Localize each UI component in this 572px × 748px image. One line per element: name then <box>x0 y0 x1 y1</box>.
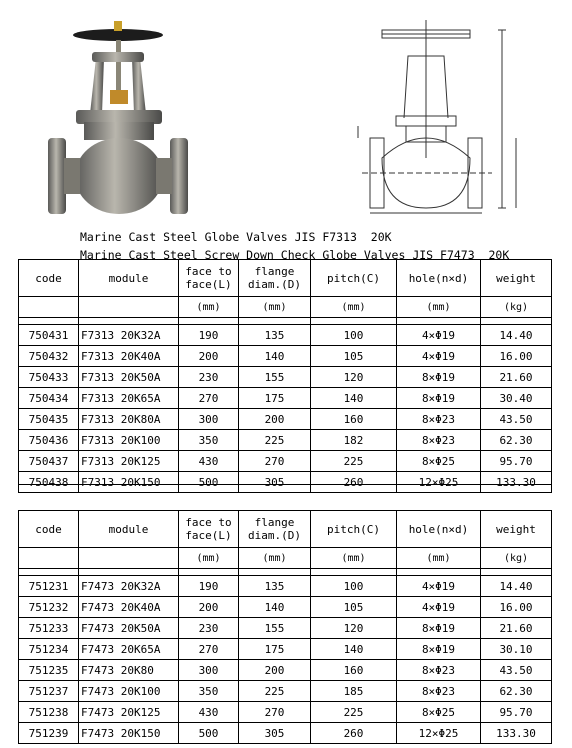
header-face-line2: face(L) <box>185 278 232 291</box>
cell-module: F7473 20K40A <box>79 597 179 618</box>
cell-pitch: 160 <box>311 660 397 681</box>
cell-hole: 4×Φ19 <box>397 576 481 597</box>
header-flange-line1: flange <box>254 516 295 529</box>
cell-weight: 30.10 <box>481 639 552 660</box>
cell-flange: 305 <box>239 723 311 744</box>
cell-weight: 21.60 <box>481 618 552 639</box>
cell-code: 750433 <box>19 367 79 388</box>
cell-flange: 225 <box>239 681 311 702</box>
table-row <box>19 660 552 681</box>
cell-module: F7473 20K150 <box>79 723 179 744</box>
globe-valve-photo <box>44 18 192 218</box>
cell-flange: 270 <box>239 451 311 472</box>
cell-hole: 8×Φ23 <box>397 660 481 681</box>
cell-flange: 175 <box>239 388 311 409</box>
cell-face: 200 <box>179 597 239 618</box>
cell-pitch: 160 <box>311 409 397 430</box>
header-face-line2: face(L) <box>185 529 232 542</box>
cell-hole: 8×Φ23 <box>397 430 481 451</box>
table-row <box>19 409 552 430</box>
cell-code: 750435 <box>19 409 79 430</box>
cell-code: 750437 <box>19 451 79 472</box>
header-hole: hole(n×d) <box>397 260 481 297</box>
cell-hole: 12×Φ25 <box>397 472 481 493</box>
cell-hole: 8×Φ19 <box>397 388 481 409</box>
cell-weight: 62.30 <box>481 681 552 702</box>
header-weight: weight <box>481 511 552 548</box>
unit-pitch: (mm) <box>311 297 397 318</box>
spec-table-f7313 <box>18 259 552 493</box>
cell-code: 750431 <box>19 325 79 346</box>
header-code: code <box>19 260 79 297</box>
cell-hole: 4×Φ19 <box>397 325 481 346</box>
table-row <box>19 681 552 702</box>
table-row <box>19 723 552 744</box>
table-row <box>19 451 552 472</box>
cell-hole: 8×Φ19 <box>397 639 481 660</box>
cell-hole: 8×Φ19 <box>397 367 481 388</box>
cell-face: 270 <box>179 639 239 660</box>
cell-code: 751234 <box>19 639 79 660</box>
cell-hole: 12×Φ25 <box>397 723 481 744</box>
header-pitch: pitch(C) <box>311 511 397 548</box>
cell-hole: 4×Φ19 <box>397 597 481 618</box>
cell-flange: 270 <box>239 702 311 723</box>
cell-hole: 8×Φ23 <box>397 681 481 702</box>
cell-hole: 8×Φ23 <box>397 409 481 430</box>
header-flange <box>239 511 311 548</box>
table-units-row <box>19 297 552 318</box>
table-row <box>19 367 552 388</box>
cell-code: 751237 <box>19 681 79 702</box>
header-pitch: pitch(C) <box>311 260 397 297</box>
unit-flange: (mm) <box>239 297 311 318</box>
cell-weight: 43.50 <box>481 660 552 681</box>
header-weight: weight <box>481 260 552 297</box>
table-row <box>19 576 552 597</box>
cell-weight: 16.00 <box>481 346 552 367</box>
table-row <box>19 618 552 639</box>
cell-hole: 4×Φ19 <box>397 346 481 367</box>
table1-body <box>19 325 552 493</box>
cell-module: F7313 20K150 <box>79 472 179 493</box>
cell-module: F7313 20K50A <box>79 367 179 388</box>
cell-flange: 200 <box>239 409 311 430</box>
cell-face: 270 <box>179 388 239 409</box>
cell-code: 751231 <box>19 576 79 597</box>
cell-module: F7313 20K65A <box>79 388 179 409</box>
cell-weight: 14.40 <box>481 576 552 597</box>
cell-flange: 200 <box>239 660 311 681</box>
cell-face: 300 <box>179 409 239 430</box>
cell-weight: 62.30 <box>481 430 552 451</box>
title-check-globe-valves: Marine Cast Steel Screw Down Check Globe Valves JIS F7473 20K <box>80 248 510 262</box>
table-units-row <box>19 548 552 569</box>
cell-pitch: 140 <box>311 388 397 409</box>
table-header-row <box>19 511 552 548</box>
cell-face: 200 <box>179 346 239 367</box>
cell-flange: 175 <box>239 639 311 660</box>
header-module: module <box>79 511 179 548</box>
cell-code: 751232 <box>19 597 79 618</box>
table-row <box>19 702 552 723</box>
cell-module: F7473 20K32A <box>79 576 179 597</box>
cell-weight: 133.30 <box>481 472 552 493</box>
cell-pitch: 140 <box>311 639 397 660</box>
unit-weight: (kg) <box>481 297 552 318</box>
cell-face: 430 <box>179 702 239 723</box>
cell-module: F7473 20K100 <box>79 681 179 702</box>
cell-weight: 16.00 <box>481 597 552 618</box>
cell-flange: 305 <box>239 472 311 493</box>
cell-face: 190 <box>179 576 239 597</box>
cell-pitch: 100 <box>311 576 397 597</box>
cell-weight: 43.50 <box>481 409 552 430</box>
unit-face: (mm) <box>179 548 239 569</box>
cell-pitch: 182 <box>311 430 397 451</box>
header-flange <box>239 260 311 297</box>
cell-pitch: 260 <box>311 723 397 744</box>
cell-flange: 135 <box>239 325 311 346</box>
header-flange-line1: flange <box>254 265 295 278</box>
cell-pitch: 225 <box>311 451 397 472</box>
unit-face: (mm) <box>179 297 239 318</box>
cell-face: 350 <box>179 430 239 451</box>
cell-code: 751239 <box>19 723 79 744</box>
cell-module: F7313 20K32A <box>79 325 179 346</box>
cell-pitch: 105 <box>311 346 397 367</box>
cell-module: F7473 20K65A <box>79 639 179 660</box>
valve-technical-drawing <box>352 8 528 220</box>
header-face-line1: face to <box>185 265 232 278</box>
unit-pitch: (mm) <box>311 548 397 569</box>
cell-face: 500 <box>179 472 239 493</box>
table-row <box>19 325 552 346</box>
cell-code: 750436 <box>19 430 79 451</box>
unit-hole: (mm) <box>397 548 481 569</box>
cell-module: F7313 20K100 <box>79 430 179 451</box>
unit-weight: (kg) <box>481 548 552 569</box>
cell-face: 190 <box>179 325 239 346</box>
cell-weight: 21.60 <box>481 367 552 388</box>
cell-hole: 8×Φ25 <box>397 451 481 472</box>
header-hole: hole(n×d) <box>397 511 481 548</box>
cell-face: 300 <box>179 660 239 681</box>
cell-weight: 95.70 <box>481 702 552 723</box>
cell-flange: 140 <box>239 597 311 618</box>
cell-weight: 30.40 <box>481 388 552 409</box>
cell-code: 751235 <box>19 660 79 681</box>
table2-body <box>19 576 552 744</box>
cell-flange: 155 <box>239 618 311 639</box>
cell-flange: 155 <box>239 367 311 388</box>
table-row <box>19 597 552 618</box>
unit-flange: (mm) <box>239 548 311 569</box>
cell-pitch: 105 <box>311 597 397 618</box>
cell-pitch: 120 <box>311 618 397 639</box>
unit-hole: (mm) <box>397 297 481 318</box>
cell-face: 350 <box>179 681 239 702</box>
cell-code: 750432 <box>19 346 79 367</box>
cell-weight: 133.30 <box>481 723 552 744</box>
cell-weight: 95.70 <box>481 451 552 472</box>
cell-weight: 14.40 <box>481 325 552 346</box>
cell-module: F7313 20K80A <box>79 409 179 430</box>
spec-table-f7473 <box>18 510 552 744</box>
table-row <box>19 388 552 409</box>
header-face <box>179 260 239 297</box>
table-row <box>19 430 552 451</box>
cell-pitch: 100 <box>311 325 397 346</box>
header-module: module <box>79 260 179 297</box>
cell-code: 750438 <box>19 472 79 493</box>
cell-code: 751238 <box>19 702 79 723</box>
cell-hole: 8×Φ25 <box>397 702 481 723</box>
table-row <box>19 346 552 367</box>
cell-module: F7313 20K125 <box>79 451 179 472</box>
cell-flange: 225 <box>239 430 311 451</box>
header-code: code <box>19 511 79 548</box>
header-face <box>179 511 239 548</box>
table-row <box>19 639 552 660</box>
cell-module: F7473 20K50A <box>79 618 179 639</box>
header-flange-line2: diam.(D) <box>248 529 301 542</box>
cell-code: 751233 <box>19 618 79 639</box>
cell-face: 230 <box>179 618 239 639</box>
cell-face: 500 <box>179 723 239 744</box>
table-header-row <box>19 260 552 297</box>
table-divider <box>18 484 551 511</box>
cell-pitch: 225 <box>311 702 397 723</box>
cell-hole: 8×Φ19 <box>397 618 481 639</box>
cell-pitch: 185 <box>311 681 397 702</box>
cell-face: 230 <box>179 367 239 388</box>
cell-flange: 140 <box>239 346 311 367</box>
header-face-line1: face to <box>185 516 232 529</box>
cell-face: 430 <box>179 451 239 472</box>
cell-pitch: 260 <box>311 472 397 493</box>
cell-module: F7313 20K40A <box>79 346 179 367</box>
cell-module: F7473 20K125 <box>79 702 179 723</box>
cell-flange: 135 <box>239 576 311 597</box>
cell-code: 750434 <box>19 388 79 409</box>
title-globe-valves: Marine Cast Steel Globe Valves JIS F7313 20K <box>80 230 392 244</box>
cell-pitch: 120 <box>311 367 397 388</box>
header-flange-line2: diam.(D) <box>248 278 301 291</box>
cell-module: F7473 20K80 <box>79 660 179 681</box>
